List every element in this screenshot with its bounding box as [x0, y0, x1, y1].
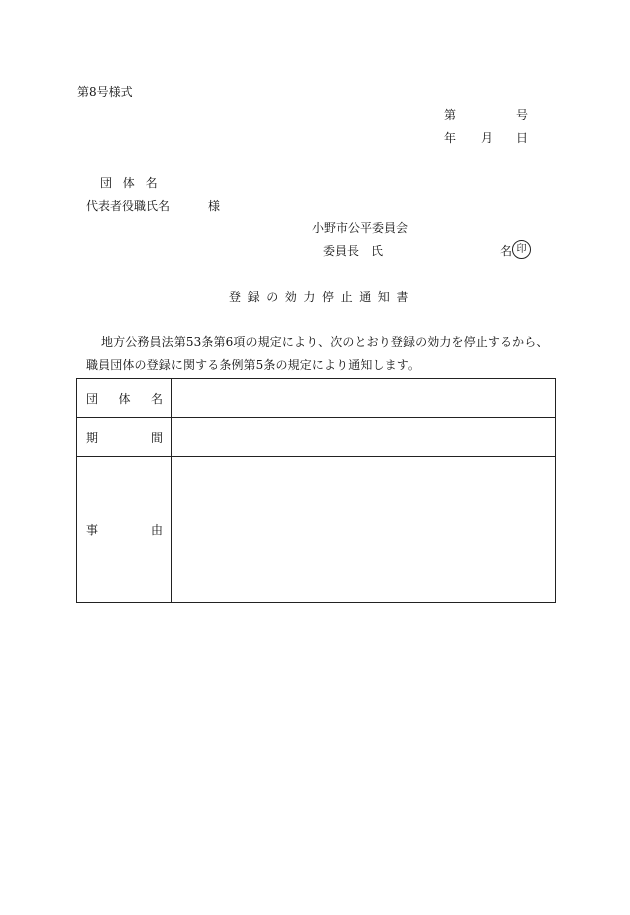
sender-organization: 小野市公平委員会 [312, 221, 409, 235]
document-title: 登録の効力停止通知書 [229, 290, 416, 304]
sender-title: 委員長 氏 [323, 244, 384, 258]
table-row-group-name [77, 379, 556, 418]
date-day-label: 日 [516, 131, 529, 145]
form-number: 第8号様式 [77, 85, 133, 99]
date-year-label: 年 [444, 131, 457, 145]
addressee-honorific: 様 [208, 199, 221, 213]
table-label-cell [77, 418, 172, 457]
table-label-cell [77, 379, 172, 418]
seal-stamp: 印 [512, 240, 531, 259]
table-row-reason [77, 457, 556, 603]
addressee-group-name: 団体名 [100, 176, 169, 190]
body-text: 地方公務員法第53条第6項の規定により、次のとおり登録の効力を停止するから、職員団体の登録に関する条例第5条の規定により通知します。 [86, 335, 549, 372]
label-char: 体 [118, 391, 131, 406]
label-char: 団 [86, 391, 99, 406]
table-value-cell [172, 457, 556, 603]
document-number-suffix: 号 [516, 108, 529, 122]
sender-name-label: 名 [500, 244, 513, 258]
table-value-cell [172, 379, 556, 418]
info-table [76, 378, 556, 603]
table-value-cell [172, 418, 556, 457]
document-number-prefix: 第 [444, 108, 457, 122]
addressee-representative: 代表者役職氏名 [86, 199, 171, 213]
label-char: 間 [150, 430, 163, 445]
label-char: 名 [150, 391, 163, 406]
table-row-period [77, 418, 556, 457]
table-label-cell [77, 457, 172, 603]
label-char: 事 [86, 523, 99, 537]
label-char: 期 [86, 430, 99, 445]
date-month-label: 月 [481, 131, 494, 145]
label-char: 由 [150, 523, 163, 537]
